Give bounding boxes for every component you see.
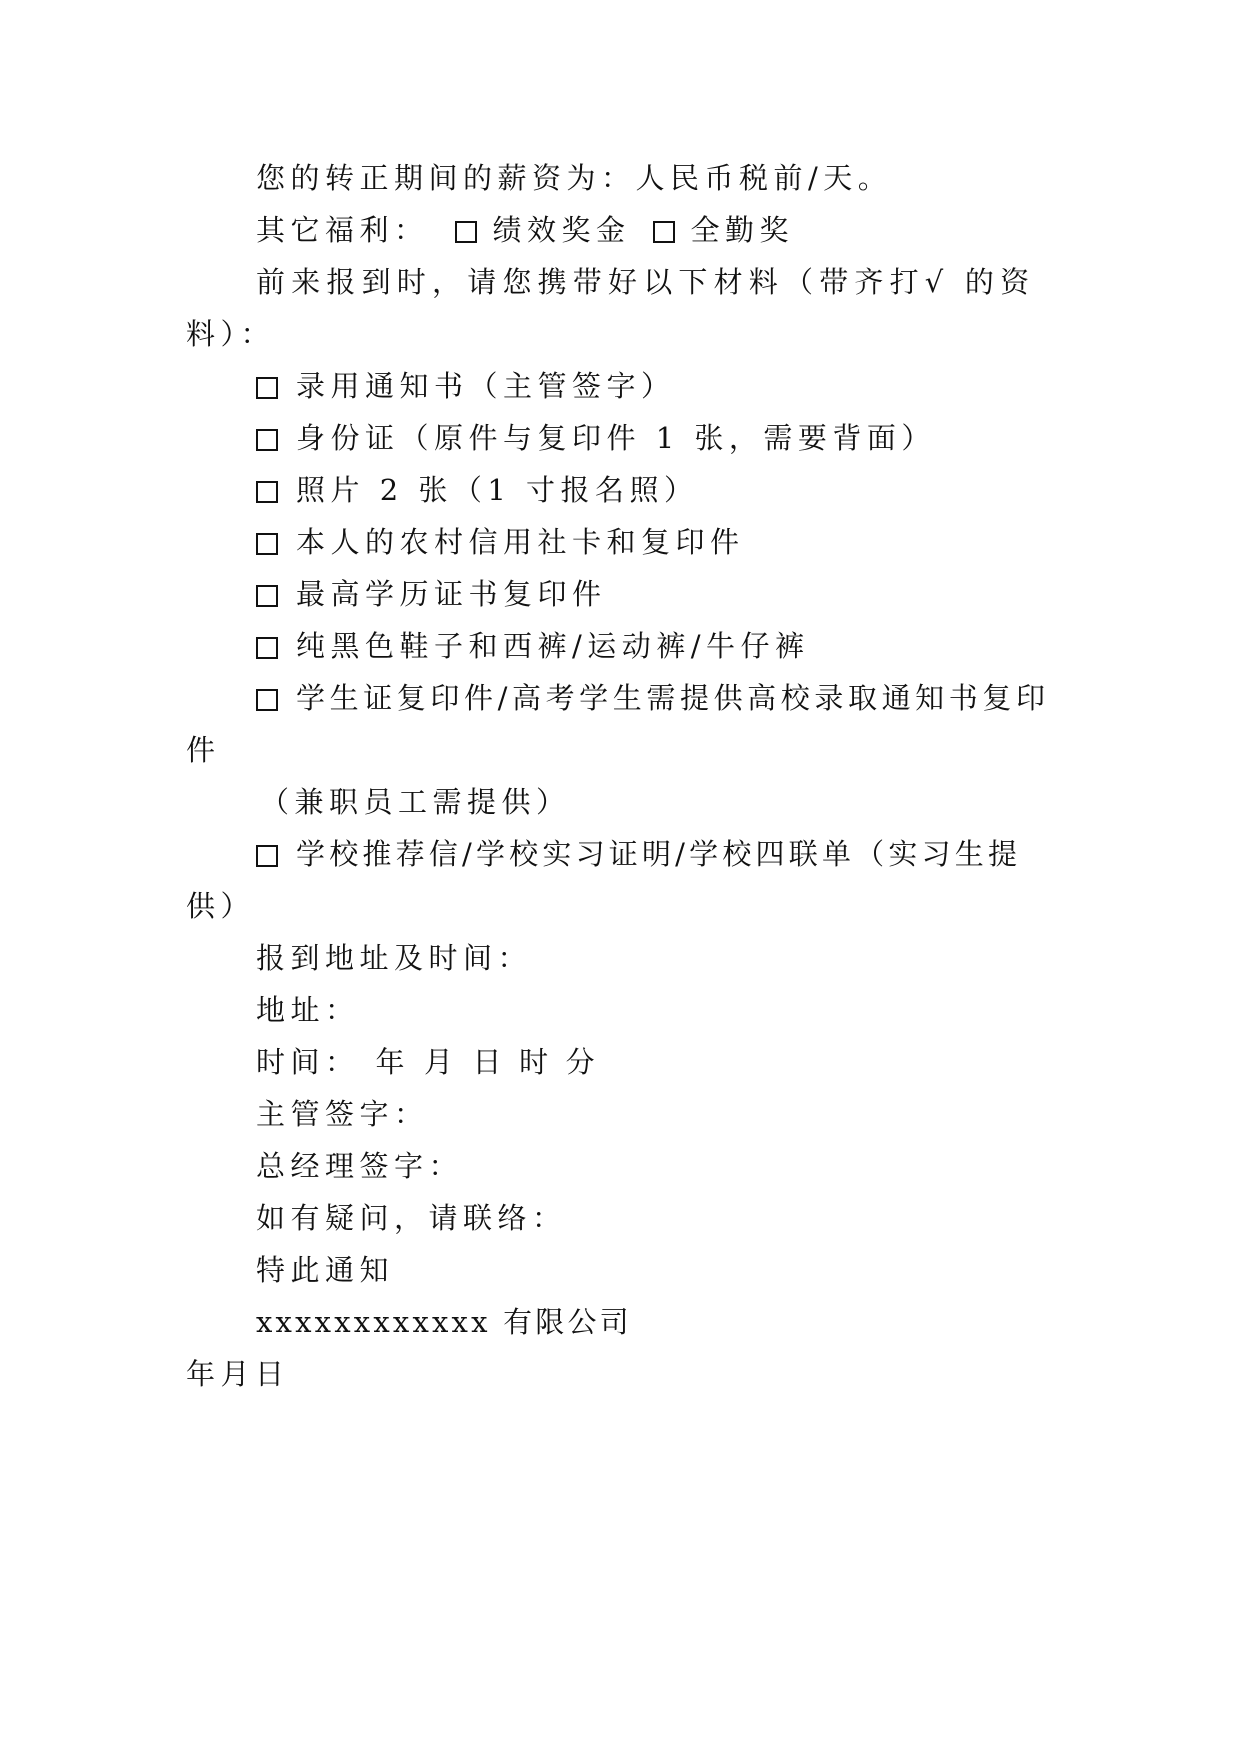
checklist-item [256,678,1050,718]
checklist-item-label: 纯黑色鞋子和西裤/运动裤/牛仔裤 [296,629,810,663]
salary-line: 您的转正期间的薪资为：人民币税前/天。 [256,161,893,195]
checkbox-icon[interactable] [256,429,278,451]
checklist-item [256,626,810,666]
checklist-item [256,418,936,458]
checkbox-icon[interactable] [256,637,278,659]
gm-signature: 总经理签字： [256,1149,464,1183]
date-line: 年月日 [186,1357,290,1391]
checklist-item [256,574,607,614]
contact-line: 如有疑问，请联络： [256,1201,567,1235]
checklist-item [256,470,699,510]
checklist-item-label: 学生证复印件/高考学生需提供高校录取通知书复印 [296,681,1050,715]
supervisor-signature: 主管签字： [256,1097,429,1131]
time-unit-year: 年 [375,1045,411,1079]
materials-intro: 前来报到时，请您携带好以下材料（带齐打√ 的资 [256,265,1036,299]
checkbox-icon[interactable] [256,585,278,607]
checklist-item-label: 身份证（原件与复印件 1 张，需要背面） [296,421,936,455]
part-time-note: （兼职员工需提供） [260,785,571,819]
time-label: 时间： [256,1045,360,1079]
address-field: 地址： [256,993,360,1027]
benefits-label: 其它福利： [256,213,429,247]
checklist-item-wrap: 件 [186,733,221,767]
benefit-option-attendance-bonus: 全勤奖 [690,213,795,247]
time-unit-minute: 分 [565,1045,601,1079]
checklist-item-label: 照片 2 张（1 寸报名照） [296,473,699,507]
checkbox-icon[interactable] [256,377,278,399]
report-heading: 报到地址及时间： [256,941,533,975]
checklist-item-label: 录用通知书（主管签字） [296,369,676,403]
company-name: xxxxxxxxxxxx 有限公司 [256,1305,632,1339]
checklist-item-label: 学校推荐信/学校实习证明/学校四联单（实习生提 [296,837,1022,871]
checklist-item-wrap: 供） [186,889,256,923]
materials-intro-wrap: 料）： [186,317,276,351]
time-unit-hour: 时 [519,1045,554,1079]
benefits-line [256,210,794,250]
checklist-item [256,522,745,562]
time-unit-month: 月 [424,1045,459,1079]
time-field [256,1042,600,1082]
checkbox-icon[interactable] [653,221,675,243]
checkbox-icon[interactable] [256,689,278,711]
checkbox-icon[interactable] [455,221,477,243]
checkbox-icon[interactable] [256,481,278,503]
checklist-item [256,366,676,406]
benefit-option-performance-bonus: 绩效奖金 [492,213,631,247]
checklist-item-intern [256,834,1021,874]
notice-line: 特此通知 [256,1253,395,1287]
checkbox-icon[interactable] [256,845,278,867]
checklist-item-label: 最高学历证书复印件 [296,577,607,611]
time-unit-day: 日 [472,1045,508,1079]
checkbox-icon[interactable] [256,533,278,555]
checklist-item-label: 本人的农村信用社卡和复印件 [296,525,745,559]
